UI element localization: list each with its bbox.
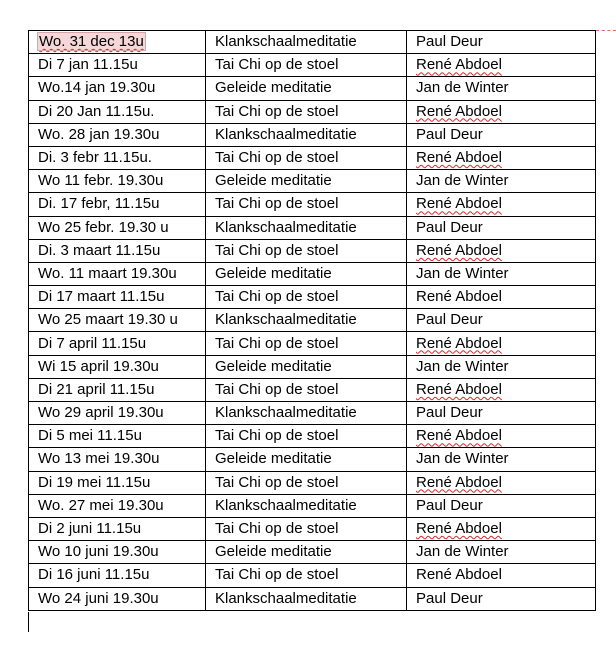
activity-cell[interactable]: Tai Chi op de stoel [206,193,407,216]
activity-cell[interactable]: Klankschaalmeditatie [206,494,407,517]
table-row [29,193,596,216]
activity-cell[interactable]: Geleide meditatie [206,355,407,378]
teacher-text: René Abdoel [416,56,502,74]
table-row [29,286,596,309]
activity-cell[interactable]: Tai Chi op de stoel [206,564,407,587]
date-cell[interactable]: Di 7 jan 11.15u [29,54,206,77]
date-cell[interactable]: Wo.14 jan 19.30u [29,77,206,100]
table-row [29,239,596,262]
date-cell[interactable]: Di 21 april 11.15u [29,378,206,401]
selected-date-text[interactable]: Wo. 31 dec 13u [39,33,144,51]
activity-cell[interactable]: Geleide meditatie [206,170,407,193]
activity-cell[interactable]: Tai Chi op de stoel [206,517,407,540]
table-row [29,77,596,100]
activity-cell[interactable]: Klankschaalmeditatie [206,402,407,425]
activity-cell[interactable]: Tai Chi op de stoel [206,54,407,77]
table-row [29,494,596,517]
teacher-cell[interactable]: Jan de Winter [407,355,596,378]
table-row [29,123,596,146]
teacher-text: René Abdoel [416,380,502,398]
activity-cell[interactable]: Tai Chi op de stoel [206,378,407,401]
teacher-cell[interactable]: Paul Deur [407,587,596,610]
teacher-cell[interactable] [407,100,596,123]
date-cell[interactable]: Wo. 28 jan 19.30u [29,123,206,146]
table-row [29,378,596,401]
teacher-text: René Abdoel [416,102,502,120]
activity-cell[interactable]: Klankschaalmeditatie [206,216,407,239]
activity-cell[interactable]: Geleide meditatie [206,77,407,100]
date-cell[interactable]: Wo 25 maart 19.30 u [29,309,206,332]
teacher-cell[interactable]: Jan de Winter [407,170,596,193]
text-cursor [28,612,29,632]
table-row [29,402,596,425]
teacher-cell[interactable] [407,239,596,262]
date-cell[interactable]: Wo 11 febr. 19.30u [29,170,206,193]
teacher-text: René Abdoel [416,241,502,259]
date-cell[interactable]: Di 20 Jan 11.15u. [29,100,206,123]
date-cell[interactable]: Di. 3 maart 11.15u [29,239,206,262]
teacher-cell[interactable]: Jan de Winter [407,77,596,100]
activity-cell[interactable]: Geleide meditatie [206,541,407,564]
table-row [29,517,596,540]
date-cell[interactable]: Wo. 27 mei 19.30u [29,494,206,517]
table-row [29,541,596,564]
date-cell[interactable]: Di 19 mei 11.15u [29,471,206,494]
teacher-cell[interactable] [407,193,596,216]
date-cell[interactable]: Wo 24 juni 19.30u [29,587,206,610]
teacher-text: René Abdoel [416,149,502,167]
table-row [29,31,596,54]
activity-cell[interactable]: Klankschaalmeditatie [206,123,407,146]
teacher-text: René Abdoel [416,195,502,213]
date-cell[interactable]: Di 7 april 11.15u [29,332,206,355]
activity-cell[interactable]: Tai Chi op de stoel [206,332,407,355]
table-row [29,332,596,355]
date-cell[interactable]: Wi 15 april 19.30u [29,355,206,378]
table-row [29,448,596,471]
date-cell[interactable]: Wo 10 juni 19.30u [29,541,206,564]
table-row [29,425,596,448]
activity-cell[interactable]: Tai Chi op de stoel [206,146,407,169]
teacher-cell[interactable]: Paul Deur [407,402,596,425]
teacher-cell[interactable]: Jan de Winter [407,262,596,285]
date-cell[interactable]: Di. 17 febr, 11.15u [29,193,206,216]
teacher-cell[interactable]: Paul Deur [407,216,596,239]
page-boundary-marker [596,30,616,31]
table-row [29,262,596,285]
date-cell[interactable]: Di. 3 febr 11.15u. [29,146,206,169]
teacher-cell[interactable] [407,332,596,355]
teacher-text: René Abdoel [416,520,502,538]
activity-cell[interactable]: Geleide meditatie [206,448,407,471]
teacher-text: René Abdoel [416,334,502,352]
teacher-cell[interactable] [407,378,596,401]
teacher-cell[interactable]: Paul Deur [407,494,596,517]
activity-cell[interactable]: Tai Chi op de stoel [206,100,407,123]
table-row [29,564,596,587]
activity-cell[interactable]: Klankschaalmeditatie [206,309,407,332]
date-cell[interactable]: Di 5 mei 11.15u [29,425,206,448]
activity-cell[interactable]: Tai Chi op de stoel [206,425,407,448]
teacher-cell[interactable] [407,425,596,448]
date-cell[interactable]: Di 17 maart 11.15u [29,286,206,309]
activity-cell[interactable]: Tai Chi op de stoel [206,471,407,494]
teacher-cell[interactable] [407,517,596,540]
table-row [29,309,596,332]
activity-cell[interactable]: Klankschaalmeditatie [206,31,407,54]
date-cell[interactable]: Wo. 11 maart 19.30u [29,262,206,285]
teacher-cell[interactable]: Paul Deur [407,309,596,332]
schedule-table[interactable] [28,30,596,611]
date-cell[interactable]: Wo 29 april 19.30u [29,402,206,425]
teacher-cell[interactable]: René Abdoel [407,286,596,309]
table-row [29,355,596,378]
table-row [29,471,596,494]
activity-cell[interactable]: Klankschaalmeditatie [206,587,407,610]
activity-cell[interactable]: Tai Chi op de stoel [206,239,407,262]
teacher-text: René Abdoel [416,473,502,491]
date-cell[interactable] [29,31,206,54]
table-row [29,170,596,193]
table-row [29,216,596,239]
teacher-cell[interactable] [407,471,596,494]
date-cell[interactable]: Di 16 juni 11.15u [29,564,206,587]
teacher-cell[interactable]: Paul Deur [407,123,596,146]
table-row [29,54,596,77]
table-row [29,587,596,610]
teacher-cell[interactable]: Jan de Winter [407,541,596,564]
activity-cell[interactable]: Tai Chi op de stoel [206,286,407,309]
activity-cell[interactable]: Geleide meditatie [206,262,407,285]
date-cell[interactable]: Wo 13 mei 19.30u [29,448,206,471]
teacher-cell[interactable] [407,146,596,169]
table-row [29,100,596,123]
table-row [29,146,596,169]
schedule-table-body [29,31,596,611]
date-cell[interactable]: Wo 25 febr. 19.30 u [29,216,206,239]
teacher-cell[interactable]: Paul Deur [407,31,596,54]
teacher-cell[interactable] [407,54,596,77]
date-cell[interactable]: Di 2 juni 11.15u [29,517,206,540]
teacher-cell[interactable]: René Abdoel [407,564,596,587]
teacher-text: René Abdoel [416,427,502,445]
teacher-cell[interactable]: Jan de Winter [407,448,596,471]
